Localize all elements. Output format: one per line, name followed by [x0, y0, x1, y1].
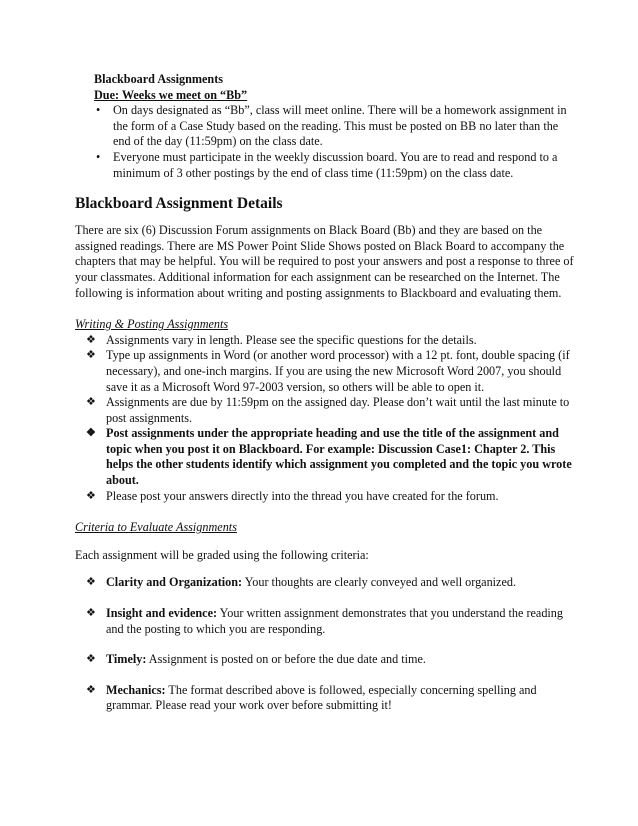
bullet-icon: • — [96, 149, 101, 164]
criteria-section-label: Criteria to Evaluate Assignments — [75, 520, 237, 535]
criteria-list — [75, 575, 578, 714]
diamond-bullet-icon: ❖ — [86, 427, 96, 440]
criteria-term: Clarity and Organization: — [106, 575, 243, 590]
header-block — [75, 72, 578, 181]
diamond-bullet-icon: ❖ — [86, 683, 96, 696]
list-item: ❖ Clarity and Organization: Your thoughts are clearly conveyed and well organized. — [86, 575, 517, 590]
diamond-bullet-icon: ❖ — [86, 653, 96, 666]
header-bullet-list — [94, 103, 578, 181]
writing-list — [75, 333, 578, 505]
list-item: ❖ Mechanics: The format described above is followed, especially concerning spelling and grammar. Please read your work over before submitting it! — [86, 682, 537, 713]
list-item: ❖ Insight and evidence: Your written assignment demonstrates that you understand the reading and the posting to which you are responding. — [86, 606, 563, 636]
diamond-bullet-icon: ❖ — [86, 349, 96, 362]
due-line: Due: Weeks we meet on “Bb” — [94, 87, 248, 102]
header-title: Blackboard Assignments — [94, 72, 224, 86]
list-item: ❖ Post assignments under the appropriate heading and use the title of the assignment and topic when you post it on Blackboard. For example: Discussion Case1: Chapter 2. This helps the other students identify which assignment you completed and the topic you wrote about. — [86, 426, 572, 488]
diamond-bullet-icon: ❖ — [86, 489, 96, 502]
list-item: ❖ Assignments are due by 11:59pm on the assigned day. Please don’t wait until the last minute to post assignments. — [86, 395, 570, 425]
list-item: ❖ Please post your answers directly into the thread you have created for the forum. — [86, 488, 499, 503]
diamond-bullet-icon: ❖ — [86, 607, 96, 620]
criteria-term: Timely: — [106, 652, 147, 667]
diamond-bullet-icon: ❖ — [86, 333, 96, 346]
diamond-bullet-icon: ❖ — [86, 576, 96, 589]
list-item: ❖ Assignments vary in length. Please see the specific questions for the details. — [86, 332, 477, 347]
details-paragraph: There are six (6) Discussion Forum assignments on Black Board (Bb) and they are based on the assigned readings. There are MS Power Point Slide Shows posted on Black Board to accompany the chapters that may be helpful. You will be required to post your answers and post a response to three of your classmates. Additional information for each assignment can be researched on the Internet. The following is information about writing and posting assignments to Blackboard and evaluating them. — [75, 223, 574, 300]
criteria-intro: Each assignment will be graded using the following criteria: — [75, 547, 369, 562]
list-item: • Everyone must participate in the weekly discussion board. You are to read and respond to a minimum of 3 other postings by the end of class time (11:59pm) on the class date. — [96, 149, 558, 180]
bullet-icon: • — [96, 103, 101, 118]
list-item: • On days designated as “Bb”, class will meet online. There will be a homework assignment in the form of a Case Study based on the reading. This must be posted on BB no later than the end of the day (11:59pm) on the class date. — [96, 103, 567, 149]
list-item: ❖ Type up assignments in Word (or another word processor) with a 12 pt. font, double spacing (if necessary), and one-inch margins. If you are using the new Microsoft Word 2007, you should save it as a Microsoft Word 97-2003 version, so others will be able to open it. — [86, 348, 570, 394]
writing-section-label: Writing & Posting Assignments — [75, 317, 229, 332]
diamond-bullet-icon: ❖ — [86, 396, 96, 409]
list-item: ❖ Timely: Assignment is posted on or before the due date and time. — [86, 652, 426, 667]
criteria-term: Mechanics: — [106, 682, 166, 697]
criteria-term: Insight and evidence: — [106, 606, 218, 621]
section-heading: Blackboard Assignment Details — [75, 195, 283, 213]
